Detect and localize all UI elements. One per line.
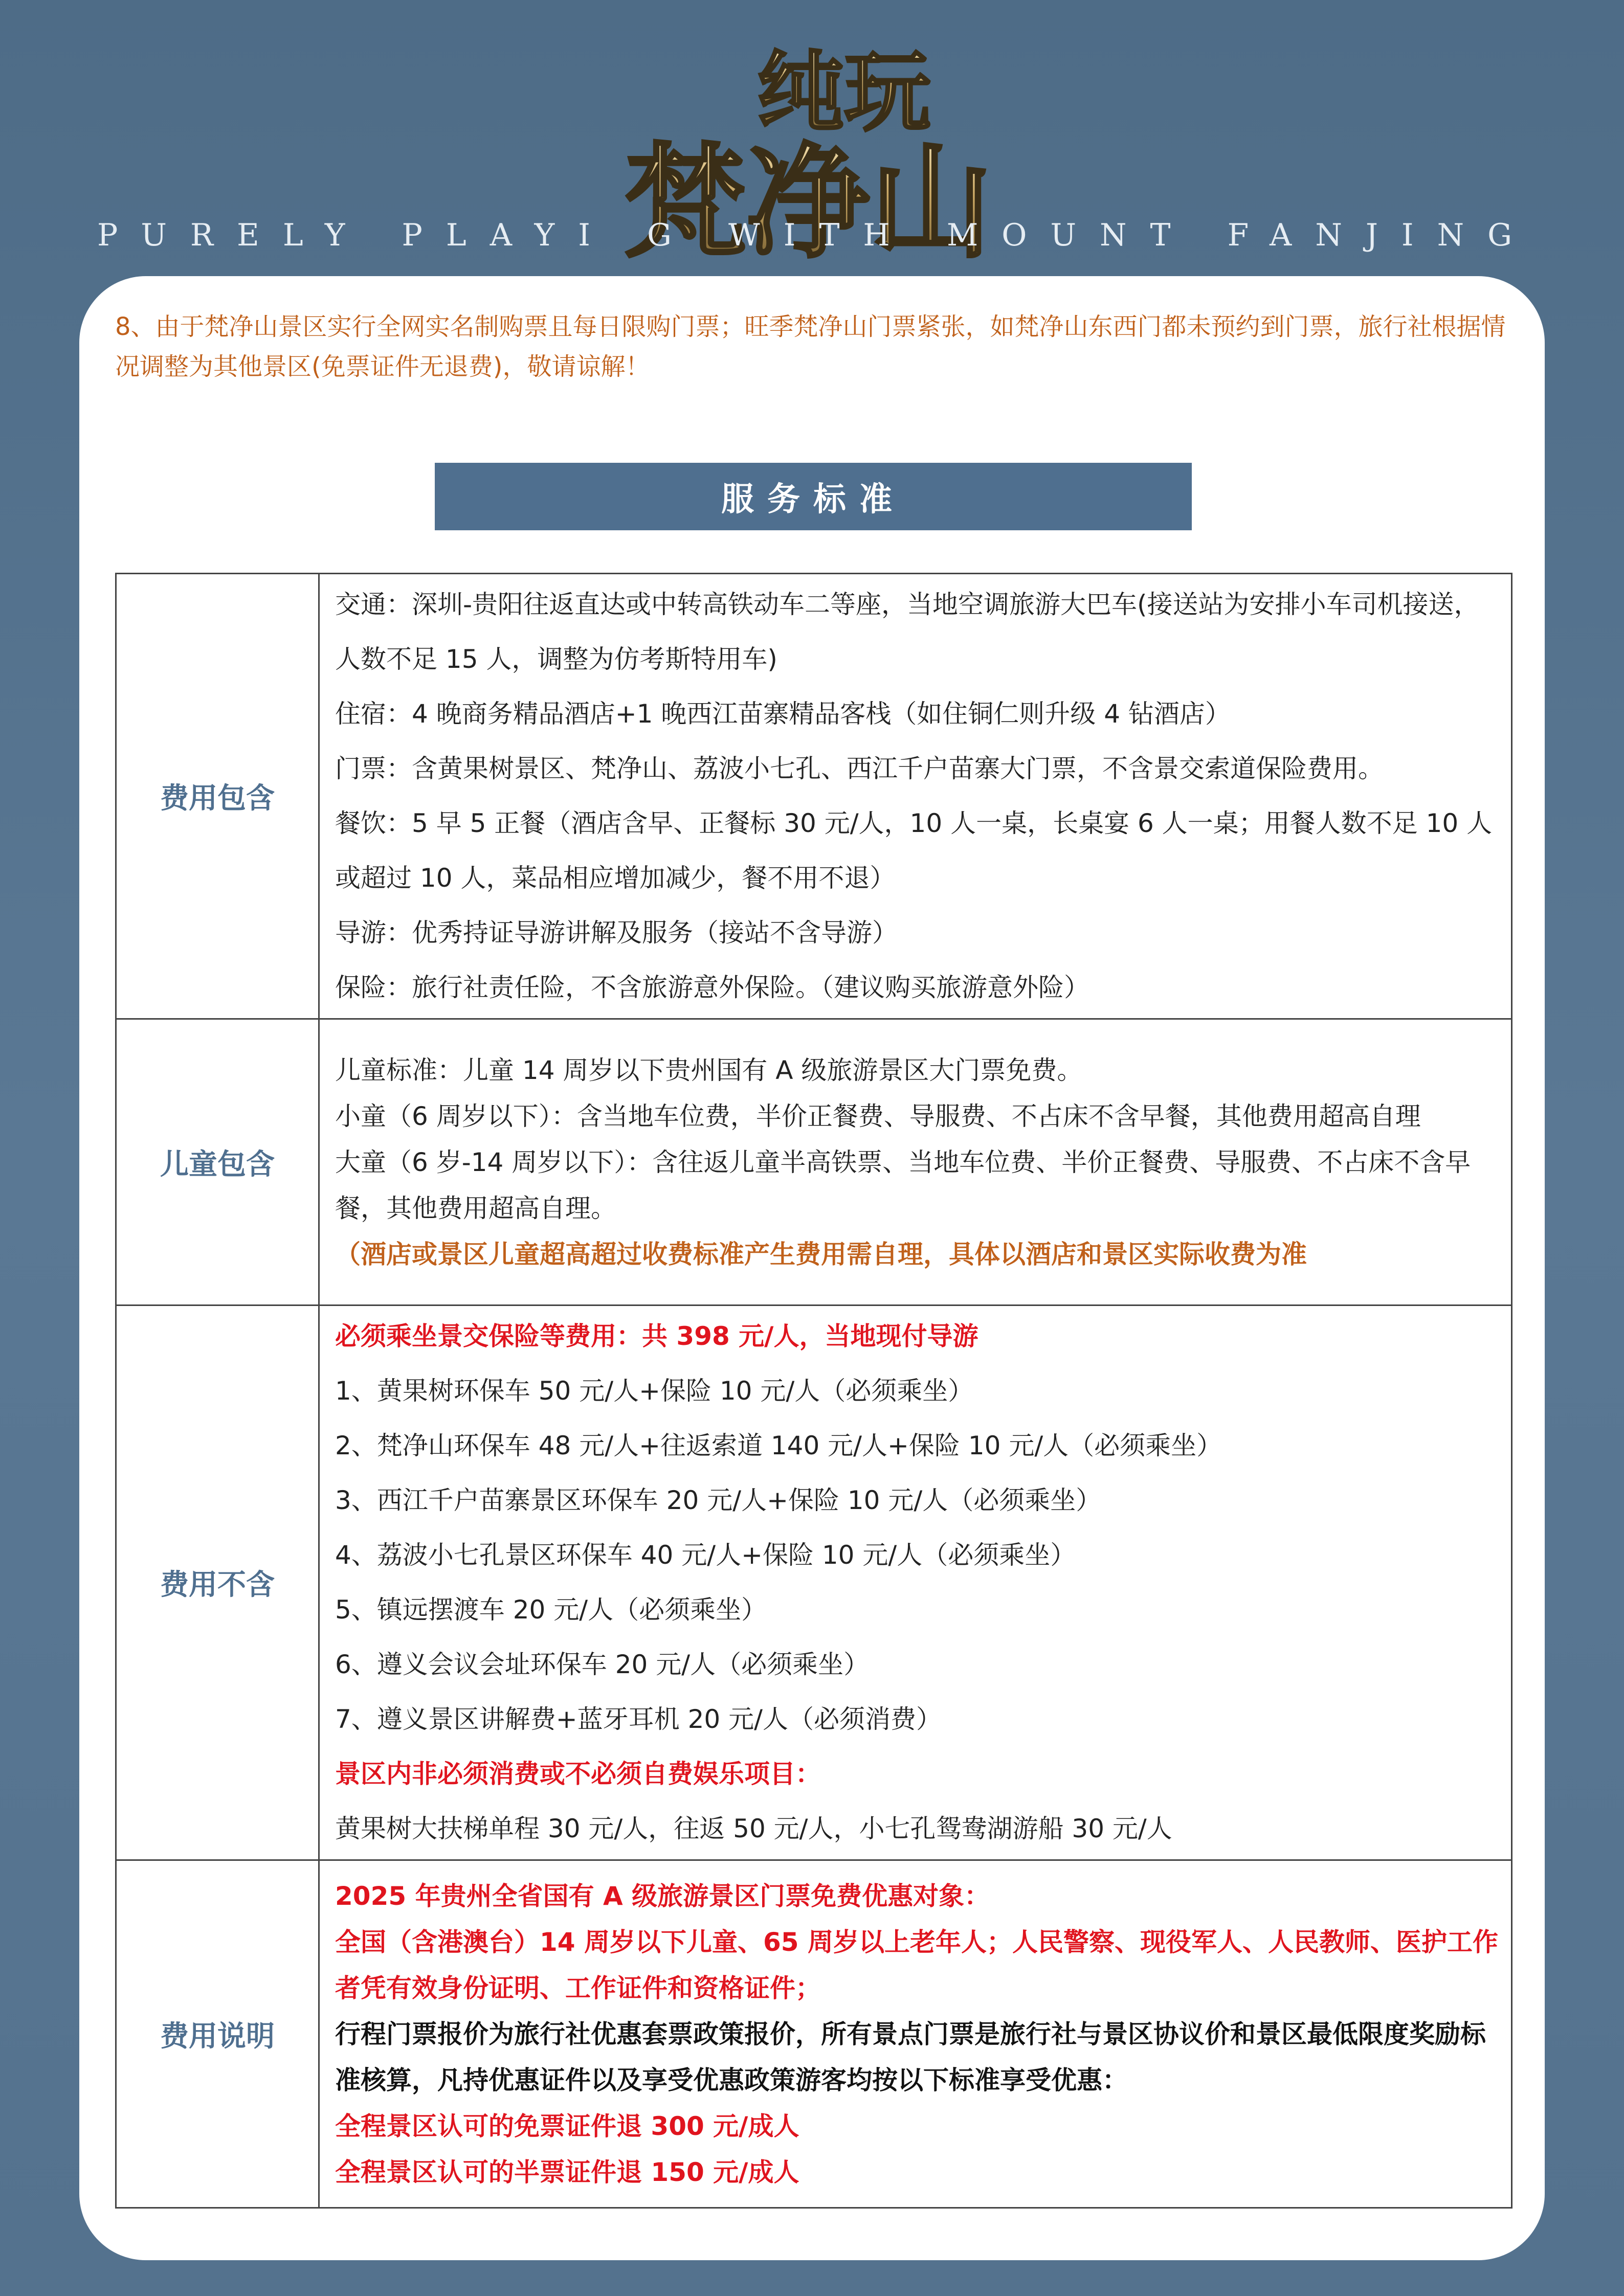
row-cost-notes	[116, 1860, 1512, 2208]
section-title: 服务标准	[435, 463, 1192, 530]
optional-fees-text: 黄果树大扶梯单程 30 元/人，往返 50 元/人，小七孔鸳鸯湖游船 30 元/人	[335, 1814, 1172, 1843]
logo-line2: 梵净山	[624, 131, 993, 275]
row-label: 儿童包含	[116, 1019, 319, 1305]
list-item: 5、镇远摆渡车 20 元/人（必须乘坐）	[335, 1595, 767, 1625]
logo-line1: 纯玩	[757, 42, 931, 144]
refund-half: 全程景区认可的半票证件退 150 元/成人	[335, 2157, 799, 2187]
row-content	[319, 1305, 1512, 1860]
free-ticket-targets: 全国（含港澳台）14 周岁以下儿童、65 周岁以上老年人；人民警察、现役军人、人民教师、医护工作者凭有效身份证明、工作证件和资格证件；	[335, 1927, 1498, 2003]
free-ticket-heading: 2025 年贵州全省国有 A 级旅游景区门票免费优惠对象：	[335, 1881, 990, 1911]
list-item: 7、遵义景区讲解费+蓝牙耳机 20 元/人（必须消费）	[335, 1704, 942, 1734]
row-content	[319, 1019, 1512, 1305]
list-item: 2、梵净山环保车 48 元/人+往返索道 140 元/人+保险 10 元/人（必须乘坐）	[335, 1431, 1222, 1460]
list-item: 保险：旅行社责任险，不含旅游意外保险。（建议购买旅游意外险）	[335, 973, 1089, 1002]
row-label: 费用包含	[116, 574, 319, 1019]
row-label: 费用说明	[116, 1860, 319, 2208]
service-table	[115, 573, 1512, 2209]
list-item: 门票：含黄果树景区、梵净山、荔波小七孔、西江千户苗寨大门票，不含景交索道保险费用。	[335, 754, 1384, 783]
row-content	[319, 1860, 1512, 2208]
optional-fees-heading: 景区内非必须消费或不必须自费娱乐项目：	[335, 1759, 821, 1789]
list-item: 儿童标准：儿童 14 周岁以下贵州国有 A 级旅游景区大门票免费。	[335, 1055, 1083, 1085]
row-cost-excluded	[116, 1305, 1512, 1860]
required-fees-heading: 必须乘坐景交保险等费用：共 398 元/人，当地现付导游	[335, 1321, 978, 1351]
refund-free: 全程景区认可的免票证件退 300 元/成人	[335, 2111, 799, 2141]
list-item: 导游：优秀持证导游讲解及服务（接站不含导游）	[335, 918, 898, 948]
ticket-policy-text: 行程门票报价为旅行社优惠套票政策报价，所有景点门票是旅行社与景区协议价和景区最低限度奖励标准核算，凡持优惠证件以及享受优惠政策游客均按以下标准享受优惠：	[335, 2019, 1486, 2095]
list-item: 餐饮：5 早 5 正餐（酒店含早、正餐标 30 元/人，10 人一桌，长桌宴 6 人一桌；用餐人数不足 10 人或超过 10 人，菜品相应增加减少，餐不用不退）	[335, 808, 1493, 893]
list-item: 3、西江千户苗寨景区环保车 20 元/人+保险 10 元/人（必须乘坐）	[335, 1485, 1102, 1515]
list-item: 1、黄果树环保车 50 元/人+保险 10 元/人（必须乘坐）	[335, 1376, 974, 1406]
row-children	[116, 1019, 1512, 1305]
row-cost-included	[116, 574, 1512, 1019]
list-item: 小童（6 周岁以下）：含当地车位费，半价正餐费、导服费、不占床不含早餐，其他费用超高自理	[335, 1101, 1421, 1131]
list-item: 4、荔波小七孔景区环保车 40 元/人+保险 10 元/人（必须乘坐）	[335, 1540, 1076, 1570]
notice-text: 8、由于梵净山景区实行全网实名制购票且每日限购门票；旺季梵净山门票紧张，如梵净山东西门都未预约到门票，旅行社根据情况调整为其他景区(免票证件无退费)，敬请谅解！	[115, 312, 1506, 381]
list-item: 住宿：4 晚商务精品酒店+1 晚西江苗寨精品客栈（如住铜仁则升级 4 钻酒店）	[335, 699, 1231, 729]
logo-subtitle: PURELY PLAYI G WITH MOUNT FANJING	[97, 217, 1536, 253]
row-label: 费用不含	[116, 1305, 319, 1860]
row-content	[319, 574, 1512, 1019]
children-note: （酒店或景区儿童超高超过收费标准产生费用需自理，具体以酒店和景区实际收费为准	[335, 1239, 1307, 1269]
list-item: 大童（6 岁-14 周岁以下）：含往返儿童半高铁票、当地车位费、半价正餐费、导服费、不占床不含早餐，其他费用超高自理。	[335, 1147, 1471, 1223]
list-item: 交通：深圳-贵阳往返直达或中转高铁动车二等座，当地空调旅游大巴车(接送站为安排小车司机接送，人数不足 15 人，调整为仿考斯特用车)	[335, 590, 1480, 674]
list-item: 6、遵义会议会址环保车 20 元/人（必须乘坐）	[335, 1650, 870, 1679]
